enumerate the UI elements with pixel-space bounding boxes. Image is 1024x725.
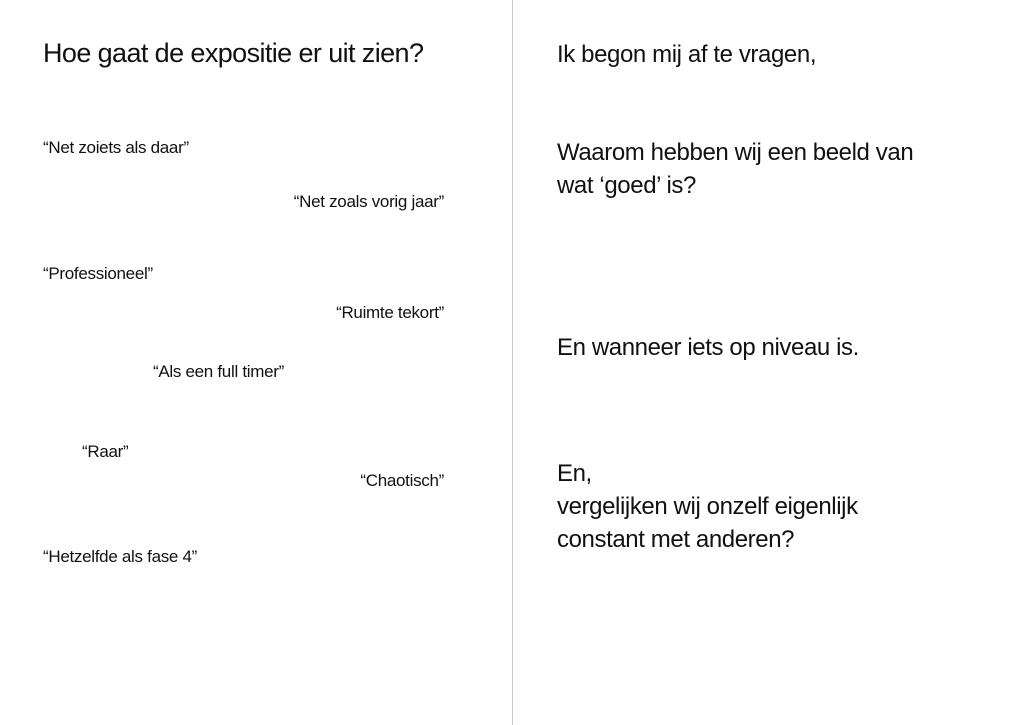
question-vergelijken-line-2: vergelijken wij onzelf eigenlijk (557, 493, 858, 520)
right-page (513, 0, 1024, 725)
question-vergelijken (557, 457, 858, 556)
quote-professioneel: “Professioneel” (43, 264, 153, 283)
question-beeld-line-2: wat ‘goed’ is? (557, 172, 696, 199)
question-vergelijken-line-1: En, (557, 460, 592, 487)
question-beeld-line-1: Waarom hebben wij een beeld van (557, 139, 914, 166)
quote-chaotisch: “Chaotisch” (360, 471, 444, 490)
quote-ruimte-tekort: “Ruimte tekort” (336, 303, 444, 322)
page-title: Hoe gaat de expositie er uit zien? (43, 38, 424, 68)
intro-text: Ik begon mij af te vragen, (557, 41, 817, 68)
quote-full-timer: “Als een full timer” (153, 362, 284, 381)
quote-net-zoiets: “Net zoiets als daar” (43, 138, 189, 157)
quote-fase-4: “Hetzelfde als fase 4” (43, 547, 198, 566)
question-niveau: En wanneer iets op niveau is. (557, 334, 859, 361)
question-vergelijken-line-3: constant met anderen? (557, 526, 795, 553)
question-beeld (557, 136, 913, 202)
quote-raar: “Raar” (82, 442, 129, 461)
quote-vorig-jaar: “Net zoals vorig jaar” (293, 192, 444, 211)
